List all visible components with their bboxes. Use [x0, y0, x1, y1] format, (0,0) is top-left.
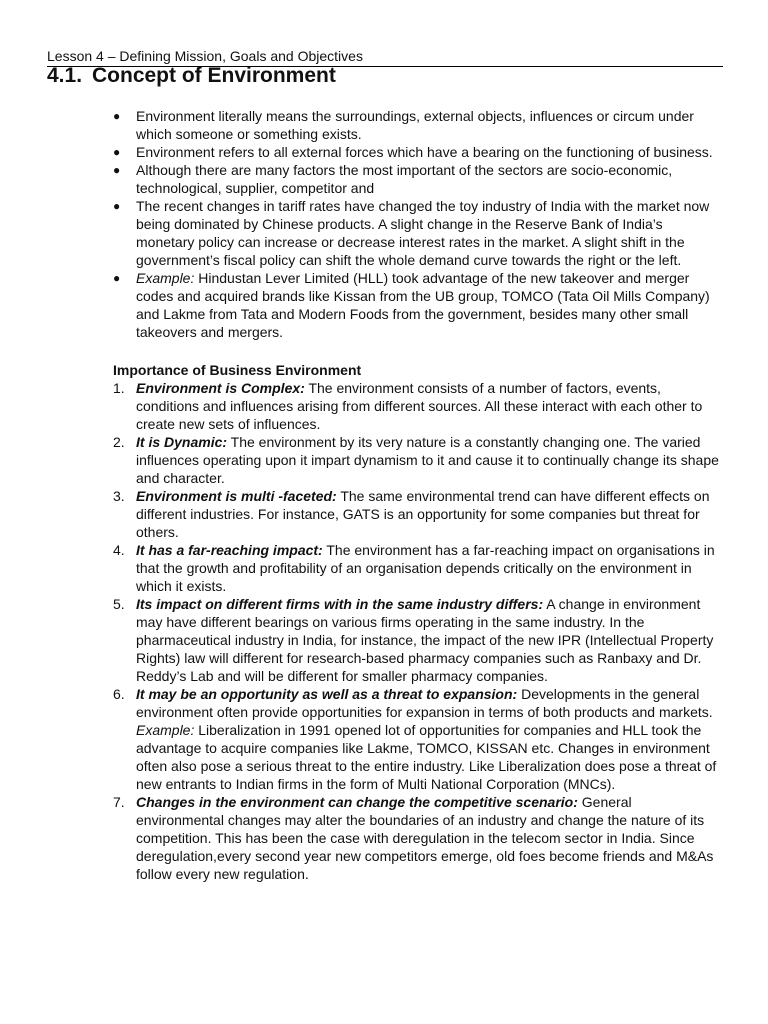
item-number: 1.	[113, 380, 125, 396]
bullet-item	[47, 107, 723, 143]
numbered-item	[47, 541, 723, 595]
item-term: Its impact on different firms with in the same industry differs:	[136, 596, 544, 612]
concept-bullet-list	[47, 107, 723, 341]
bullet-text: Although there are many factors the most important of the sectors are socio-economic, technological, supplier, competitor and	[136, 162, 673, 196]
bullet-item	[47, 269, 723, 341]
item-text: The environment by its very nature is a constantly changing one. The varied influences operating upon it impart dynamism to it and cause it to continually change its shape and character.	[136, 434, 719, 486]
example-label: Example:	[136, 270, 195, 286]
bullet-icon: ●	[113, 109, 121, 123]
running-header: Lesson 4 – Defining Mission, Goals and Objectives	[47, 47, 723, 67]
item-term: It may be an opportunity as well as a threat to expansion:	[136, 686, 518, 702]
item-number: 5.	[113, 596, 125, 612]
item-text: The environment has a far-reaching impact on organisations in that the growth and profitability of an organisation depends critically on the environment in which it exists.	[136, 542, 715, 594]
bullet-text: Environment literally means the surroundings, external objects, influences or circum under which someone or something exists.	[136, 108, 694, 142]
item-number: 3.	[113, 488, 125, 504]
numbered-item	[47, 379, 723, 433]
bullet-item	[47, 197, 723, 269]
page-content	[47, 64, 723, 883]
bullet-icon: ●	[113, 199, 121, 213]
numbered-item	[47, 595, 723, 685]
item-term: It is Dynamic:	[136, 434, 228, 450]
item-number: 2.	[113, 434, 125, 450]
item-text: General environmental changes may alter the boundaries of an industry and change the nature of its competition. This has been the case with deregulation in the telecom sector in India. Since deregulation,every second year new competitors emerge, old foes become friends and M&As follow every new regulation.	[136, 794, 714, 882]
item-number: 6.	[113, 686, 125, 702]
item-text: The same environmental trend can have different effects on different industries. For instance, GATS is an opportunity for some companies but threat for others.	[136, 488, 710, 540]
example-label: Example:	[136, 722, 195, 738]
item-term: Environment is Complex:	[136, 380, 305, 396]
bullet-icon: ●	[113, 271, 121, 285]
numbered-item	[47, 793, 723, 883]
section-title: Concept of Environment	[92, 64, 336, 87]
importance-heading: Importance of Business Environment	[113, 362, 362, 378]
item-term: It has a far-reaching impact:	[136, 542, 323, 558]
bullet-icon: ●	[113, 145, 121, 159]
bullet-text: Environment refers to all external forces which have a bearing on the functioning of business.	[136, 144, 713, 160]
bullet-text: Hindustan Lever Limited (HLL) took advantage of the new takeover and merger codes and acquired brands like Kissan from the UB group, TOMCO (Tata Oil Mills Company) and Lakme from Tata and Modern Foods from the government, besides many other small takeovers and mergers.	[136, 270, 710, 340]
item-term: Changes in the environment can change the competitive scenario:	[136, 794, 578, 810]
item-term: Environment is multi -faceted:	[136, 488, 337, 504]
section-heading	[47, 64, 723, 87]
item-text: The environment consists of a number of factors, events, conditions and influences arising from different sources. All these interact with each other to create new sets of influences.	[136, 380, 703, 432]
bullet-text: The recent changes in tariff rates have changed the toy industry of India with the market now being dominated by Chinese products. A slight change in the Reserve Bank of India’s monetary policy can increase or decrease interest rates in the market. A slight shift in the government’s fiscal policy can shift the whole demand curve towards the right or the left.	[136, 198, 710, 268]
bullet-icon: ●	[113, 163, 121, 177]
section-number: 4.1.	[47, 64, 83, 87]
bullet-item	[47, 143, 723, 161]
bullet-item	[47, 161, 723, 197]
numbered-item	[47, 685, 723, 793]
item-number: 7.	[113, 794, 125, 810]
item-text: Developments in the general environment often provide opportunities for expansion in terms of both products and markets.	[136, 686, 713, 720]
example-text: Liberalization in 1991 opened lot of opportunities for companies and HLL took the advantage to acquire companies like Lakme, TOMCO, KISSAN etc. Changes in environment often also pose a serious threat to the entire industry. Like Liberalization does pose a threat of new entrants to Indian firms in the form of Multi National Corporation (MNCs).	[136, 722, 717, 792]
item-text: A change in environment may have different bearings on various firms operating in the same industry. In the pharmaceutical industry in India, for instance, the impact of the new IPR (Intellectual Property Rights) law will different for research-based pharmacy companies such as Ranbaxy and Dr. Reddy’s Lab and will be different for smaller pharmacy companies.	[136, 596, 714, 684]
importance-list	[47, 379, 723, 883]
numbered-item	[47, 487, 723, 541]
numbered-item	[47, 433, 723, 487]
item-number: 4.	[113, 542, 125, 558]
